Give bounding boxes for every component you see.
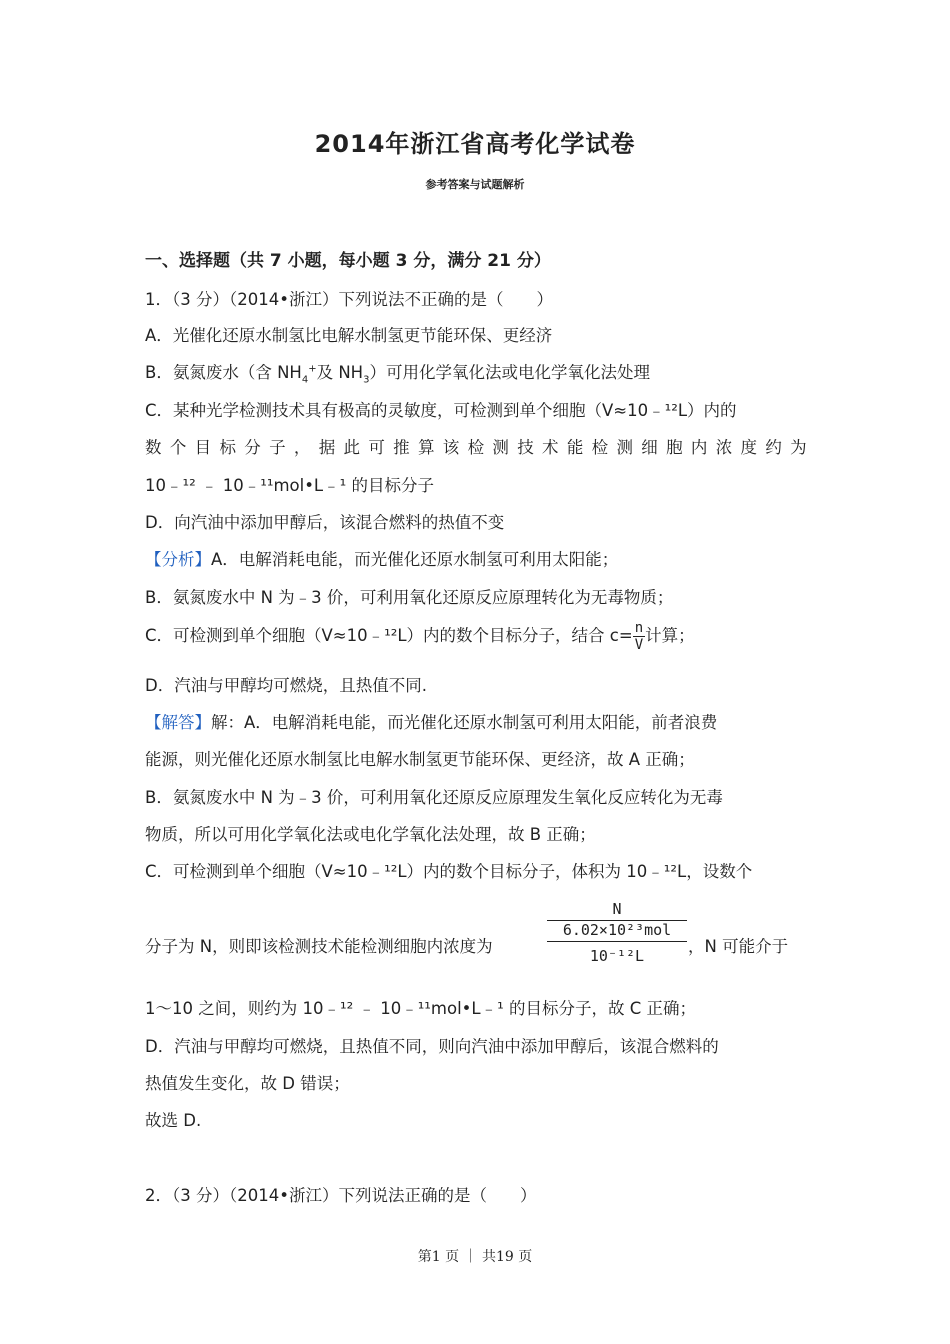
answer-d-line2: 热值发生变化，故 D 错误； <box>145 1074 350 1093</box>
analysis-c: C．可检测到单个细胞（V≈10﹣¹²L）内的数个目标分子，结合 c= $\frac{n}{V}$ 计算； <box>145 620 695 653</box>
answer-c-line3: 1～10 之间，则约为 10﹣¹² ﹣ 10﹣¹¹mol•L﹣¹ 的目标分子，故 C 正确； <box>145 999 696 1018</box>
justified-char: 细 <box>641 438 658 457</box>
justified-char: 检 <box>467 438 485 457</box>
answer-b-line2: 物质，所以可用化学氧化法或电化学氧化法处理，故 B 正确； <box>145 825 596 844</box>
question-1-option-d: D．向汽油中添加甲醇后，该混合燃料的热值不变 <box>145 513 505 532</box>
page-title: 2014年浙江省高考化学试卷 <box>314 130 636 158</box>
justified-char: 检 <box>591 438 609 457</box>
question-2-stem: 2．（3 分）（2014•浙江）下列说法正确的是（ ） <box>145 1186 537 1205</box>
justified-char: 约 <box>765 438 782 457</box>
justified-char: 测 <box>492 438 509 457</box>
justified-char: 浓 <box>715 438 733 457</box>
justified-char: 内 <box>690 438 708 457</box>
concentration-fraction: N 6.02×10²³mol 10⁻¹²L <box>547 898 687 966</box>
analysis-a: 【分析】A．电解消耗电能，而光催化还原水制氢可利用太阳能； <box>145 550 619 569</box>
page-subtitle: 参考答案与试题解析 <box>425 178 525 191</box>
justified-char: 个 <box>169 438 187 457</box>
question-1-stem: 1．（3 分）（2014•浙江）下列说法不正确的是（ ） <box>145 290 553 309</box>
justified-char: 术 <box>542 438 559 457</box>
question-1-option-b: B．氨氮废水（含 $NH_4^+$及 $NH_3$）可用化学氧化法或电化学氧化法处理 <box>145 363 650 386</box>
answer-a-line1: 【解答】解：A．电解消耗电能，而光催化还原水制氢可利用太阳能，前者浪费 <box>145 713 718 732</box>
justified-char: 分 <box>244 438 261 457</box>
answer-final: 故选 D. <box>145 1111 202 1130</box>
justified-char: 测 <box>616 438 633 457</box>
analysis-d: D．汽油与甲醇均可燃烧，且热值不同. <box>145 676 427 695</box>
answer-tag: 【解答】 <box>145 713 211 732</box>
page-footer: 第1 页 ｜ 共19 页 <box>417 1249 533 1265</box>
justified-char: 数 <box>145 438 162 457</box>
justified-char: 可 <box>368 438 385 457</box>
justified-char: 该 <box>442 438 460 457</box>
justified-char: 目 <box>194 438 212 457</box>
justified-char: 度 <box>740 438 757 457</box>
answer-c-line2-post: ，N 可能介于 <box>688 937 789 956</box>
justified-char: 技 <box>517 438 534 457</box>
question-1-option-c-cont <box>145 434 807 458</box>
justified-char: 为 <box>790 438 807 457</box>
question-1-option-c-end: 10﹣¹² ﹣ 10﹣¹¹mol•L﹣¹ 的目标分子 <box>145 476 434 495</box>
answer-b-line1: B．氨氮废水中 N 为﹣3 价，可利用氧化还原反应原理发生氧化反应转化为无毒 <box>145 788 723 807</box>
analysis-b: B．氨氮废水中 N 为﹣3 价，可利用氧化还原反应原理转化为无毒物质； <box>145 588 674 607</box>
justified-char: 此 <box>343 438 360 457</box>
answer-a-line2: 能源，则光催化还原水制氢比电解水制氢更节能环保、更经济，故 A 正确； <box>145 750 695 769</box>
justified-char: 子 <box>269 438 286 457</box>
concentration-formula: $\frac{n}{V}$ <box>634 620 644 653</box>
justified-char: 推 <box>393 438 410 457</box>
justified-char: 据 <box>318 438 336 457</box>
justified-char: 胞 <box>666 438 683 457</box>
justified-char: 能 <box>566 438 584 457</box>
justified-char: 算 <box>417 438 435 457</box>
question-1-option-c: C．某种光学检测技术具有极高的灵敏度，可检测到单个细胞（V≈10﹣¹²L）内的 <box>145 401 737 420</box>
justified-char: 标 <box>219 438 236 457</box>
answer-c-line2-pre: 分子为 N，则即该检测技术能检测细胞内浓度为 <box>145 937 493 956</box>
analysis-tag: 【分析】 <box>145 550 211 569</box>
section-heading: 一、选择题（共 7 小题，每小题 3 分，满分 21 分） <box>145 251 551 271</box>
justified-char: ， <box>293 438 311 457</box>
question-1-option-a: A．光催化还原水制氢比电解水制氢更节能环保、更经济 <box>145 326 553 345</box>
answer-c-line1: C．可检测到单个细胞（V≈10﹣¹²L）内的数个目标分子，体积为 10﹣¹²L，设数个 <box>145 862 753 881</box>
answer-d-line1: D．汽油与甲醇均可燃烧，且热值不同，则向汽油中添加甲醇后，该混合燃料的 <box>145 1037 719 1056</box>
